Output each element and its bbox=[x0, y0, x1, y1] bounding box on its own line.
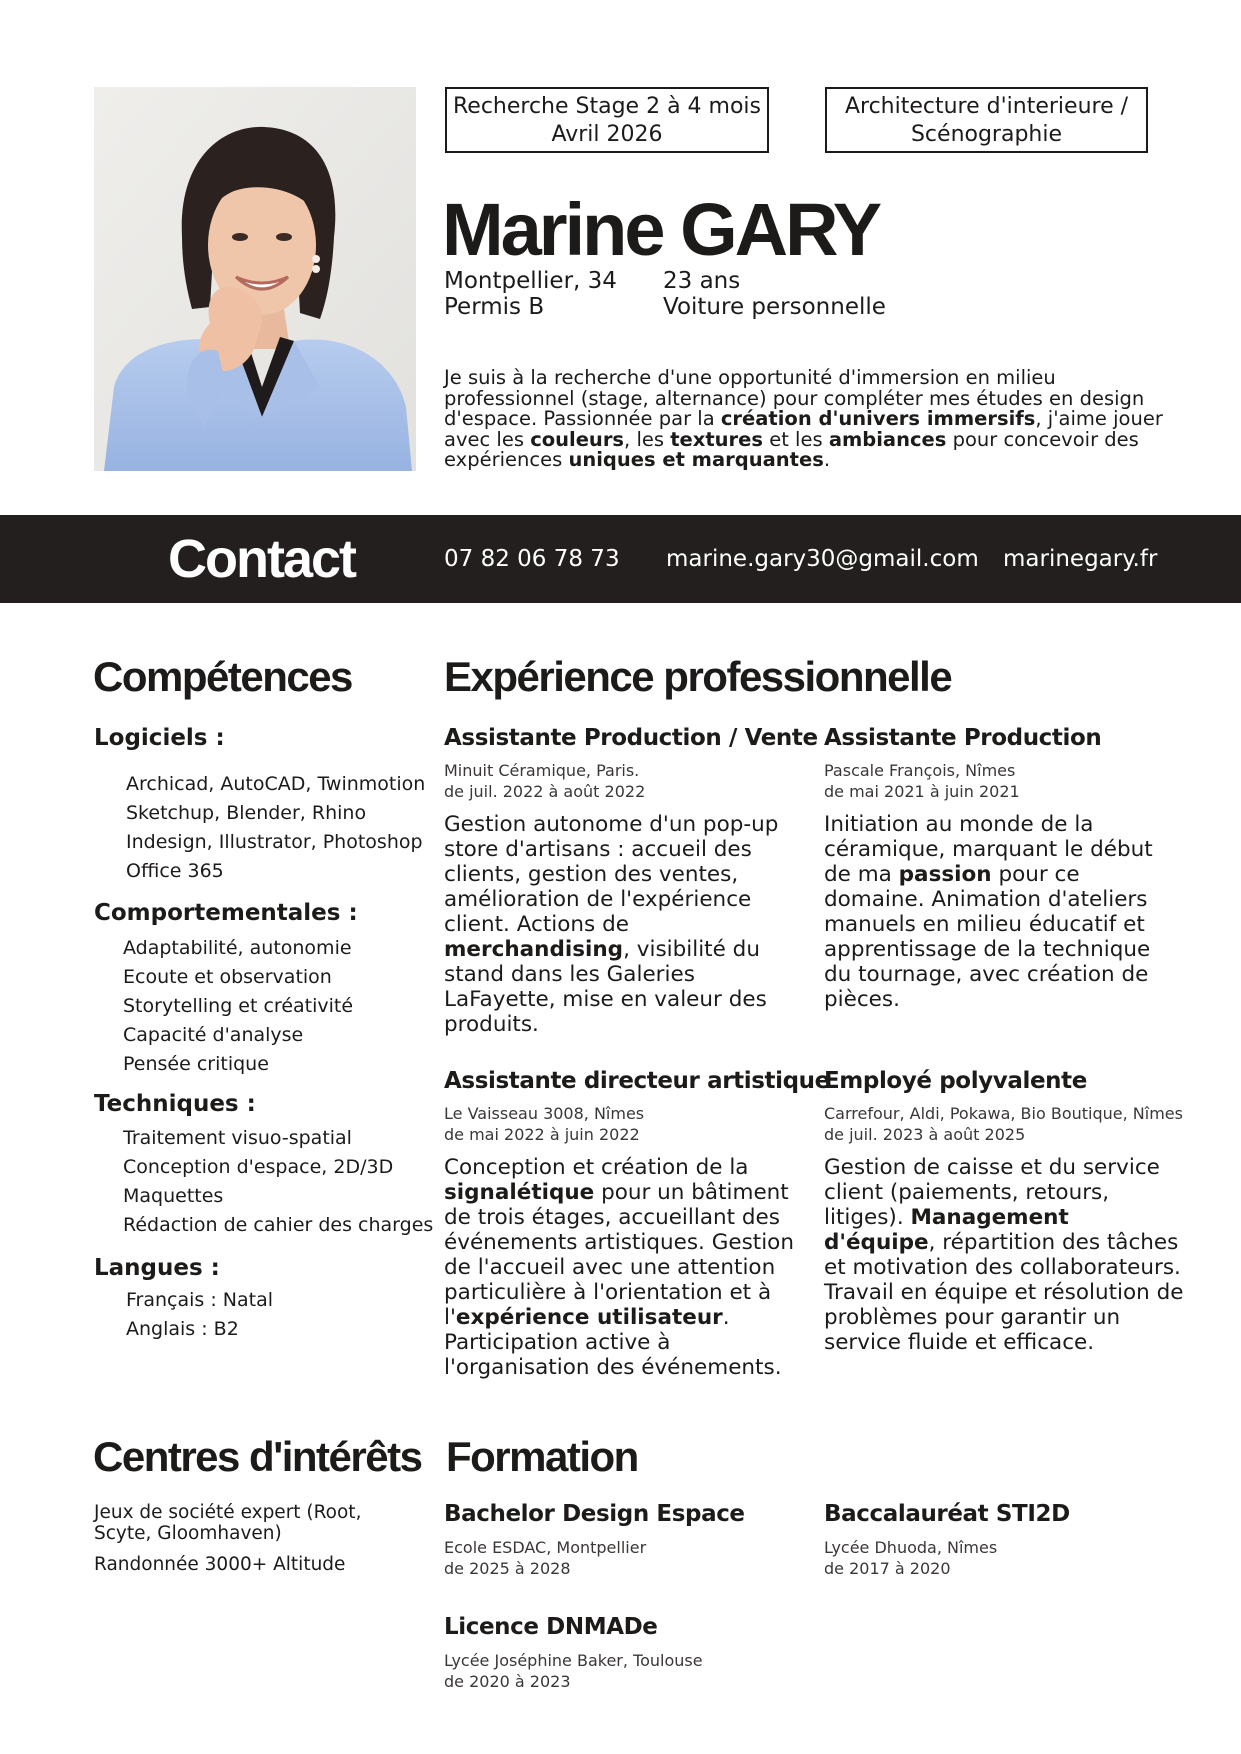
job-title: Employé polyvalente bbox=[824, 1068, 1087, 1094]
skill-list-technical bbox=[123, 1124, 433, 1240]
skill-item: Indesign, Illustrator, Photoshop bbox=[126, 831, 423, 853]
highlight-text: textures bbox=[670, 427, 763, 451]
skill-item: Storytelling et créativité bbox=[123, 995, 354, 1017]
body-text: , les bbox=[624, 427, 671, 451]
interests-title: Centres d'intérêts bbox=[93, 1433, 422, 1480]
skill-item: Conception d'espace, 2D/3D bbox=[123, 1156, 394, 1178]
skill-list-software bbox=[126, 770, 425, 886]
degree-dates: de 2017 à 2020 bbox=[824, 1559, 951, 1578]
profile-summary bbox=[444, 368, 1164, 471]
job-dates: de mai 2022 à juin 2022 bbox=[444, 1125, 640, 1144]
body-text: pour ce domaine. Animation d'ateliers manuels en milieu éducatif et apprentissage de la technique du tournage, avec création de pièces. bbox=[824, 862, 1151, 1012]
interest-item: Jeux de société expert (Root, Scyte, Gloomhaven) bbox=[94, 1502, 362, 1544]
job-company: Le Vaisseau 3008, Nîmes bbox=[444, 1104, 645, 1123]
job-company: Minuit Céramique, Paris. bbox=[444, 761, 640, 780]
body-text: et les bbox=[763, 427, 829, 451]
skill-category-title: Techniques : bbox=[94, 1091, 256, 1117]
personal-car: Voiture personnelle bbox=[663, 294, 886, 320]
experience-title: Expérience professionnelle bbox=[444, 653, 952, 700]
degree-school: Ecole ESDAC, Montpellier bbox=[444, 1538, 647, 1557]
internship-duration: Recherche Stage 2 à 4 mois bbox=[452, 94, 762, 119]
skill-list-behavioral bbox=[123, 934, 353, 1079]
skill-item: Archicad, AutoCAD, Twinmotion bbox=[126, 773, 426, 795]
body-text: . bbox=[823, 448, 831, 471]
highlight-text: uniques et marquantes bbox=[568, 448, 824, 471]
body-text: . Participation active à l'organisation des événements. bbox=[444, 1305, 782, 1380]
candidate-name: Marine GARY bbox=[442, 188, 880, 271]
highlight-text: expérience utilisateur bbox=[455, 1305, 723, 1330]
degree-dates: de 2020 à 2023 bbox=[444, 1672, 571, 1691]
job-company: Pascale François, Nîmes bbox=[824, 761, 1016, 780]
profile-photo bbox=[94, 87, 416, 471]
body-text: pour concevoir des expériences bbox=[444, 427, 1139, 471]
degree-dates: de 2025 à 2028 bbox=[444, 1559, 571, 1578]
body-text: , visibilité du stand dans les Galeries LaFayette, mise en valeur des produits. bbox=[444, 937, 767, 1037]
skill-list-languages bbox=[126, 1286, 273, 1344]
skill-item: Adaptabilité, autonomie bbox=[123, 937, 352, 959]
degree-school: Lycée Dhuoda, Nîmes bbox=[824, 1538, 998, 1557]
skill-category-title: Langues : bbox=[94, 1255, 220, 1281]
portrait-illustration bbox=[94, 87, 416, 471]
skill-item: Traitement visuo-spatial bbox=[123, 1127, 352, 1149]
skills-title: Compétences bbox=[93, 653, 352, 700]
job-description bbox=[444, 1155, 804, 1380]
body-text: pour un bâtiment de trois étages, accueillant des événements artistiques. Gestion de l'accueil avec une attention particulière à l'orientation et à l' bbox=[444, 1180, 794, 1330]
body-text: Gestion autonome d'un pop-up store d'artisans : accueil des clients, gestion des ventes, amélioration de l'expérience client. Actions de bbox=[444, 812, 779, 937]
job-dates: de juil. 2023 à août 2025 bbox=[824, 1125, 1026, 1144]
skill-item: Rédaction de cahier des charges bbox=[123, 1214, 434, 1236]
age: 23 ans bbox=[663, 268, 741, 294]
degree-title: Bachelor Design Espace bbox=[444, 1501, 745, 1527]
skill-item: Français : Natal bbox=[126, 1289, 274, 1311]
body-text: Initiation au monde de la céramique, marquant le début de ma bbox=[824, 812, 1153, 887]
highlight-text: ambiances bbox=[828, 427, 947, 451]
education-title: Formation bbox=[446, 1433, 638, 1480]
website-link[interactable]: marinegary.fr bbox=[1003, 546, 1158, 572]
job-title: Assistante Production / Vente bbox=[444, 725, 818, 751]
location: Montpellier, 34 bbox=[444, 268, 617, 294]
degree-school: Lycée Joséphine Baker, Toulouse bbox=[444, 1651, 703, 1670]
body-text: Gestion de caisse et du service client (paiements, retours, litiges). bbox=[824, 1155, 1160, 1230]
contact-title: Contact bbox=[168, 529, 355, 589]
internship-start: Avril 2026 bbox=[551, 122, 663, 147]
highlight-text: création d'univers immersifs bbox=[720, 407, 1036, 430]
job-dates: de juil. 2022 à août 2022 bbox=[444, 782, 646, 801]
skill-item: Pensée critique bbox=[123, 1053, 269, 1075]
domain-line-2: Scénographie bbox=[910, 122, 1063, 147]
interest-item: Randonnée 3000+ Altitude bbox=[94, 1554, 346, 1575]
email-link[interactable]: marine.gary30@gmail.com bbox=[666, 546, 979, 572]
job-dates: de mai 2021 à juin 2021 bbox=[824, 782, 1020, 801]
contact-band bbox=[0, 515, 1241, 603]
skill-category-title: Logiciels : bbox=[94, 725, 225, 751]
body-text: , j'aime jouer avec les bbox=[444, 407, 1163, 451]
internship-search-box bbox=[445, 87, 769, 153]
skill-item: Ecoute et observation bbox=[123, 966, 332, 988]
phone-number[interactable]: 07 82 06 78 73 bbox=[444, 546, 620, 572]
skill-item: Office 365 bbox=[126, 860, 224, 882]
highlight-text: merchandising bbox=[444, 937, 624, 962]
driving-license: Permis B bbox=[444, 294, 545, 320]
highlight-text: Management d'équipe bbox=[824, 1205, 1069, 1255]
skill-item: Capacité d'analyse bbox=[123, 1024, 304, 1046]
job-title: Assistante directeur artistique bbox=[444, 1068, 830, 1094]
body-text: Conception et création de la bbox=[444, 1155, 749, 1180]
skill-item: Sketchup, Blender, Rhino bbox=[126, 802, 367, 824]
job-description bbox=[444, 812, 804, 1037]
body-text: , répartition des tâches et motivation des collaborateurs. Travail en équipe et résolution de problèmes pour garantir un service fluide et efficace. bbox=[824, 1230, 1184, 1355]
job-title: Assistante Production bbox=[824, 725, 1102, 751]
highlight-text: couleurs bbox=[530, 427, 625, 451]
job-description bbox=[824, 1155, 1184, 1355]
highlight-text: passion bbox=[898, 862, 992, 887]
skill-item: Maquettes bbox=[123, 1185, 224, 1207]
job-description bbox=[824, 812, 1184, 1012]
skill-item: Anglais : B2 bbox=[126, 1318, 239, 1340]
domain-box bbox=[825, 87, 1148, 153]
highlight-text: signalétique bbox=[444, 1180, 595, 1205]
domain-line-1: Architecture d'interieure / bbox=[844, 94, 1129, 119]
job-company: Carrefour, Aldi, Pokawa, Bio Boutique, Nîmes bbox=[824, 1104, 1183, 1123]
degree-title: Baccalauréat STI2D bbox=[824, 1501, 1070, 1527]
skill-category-title: Comportementales : bbox=[94, 900, 358, 926]
degree-title: Licence DNMADe bbox=[444, 1614, 658, 1640]
body-text: Je suis à la recherche d'une opportunité d'immersion en milieu professionnel (stage, alternance) pour compléter mes études en design d'espace. Passionnée par la bbox=[444, 366, 1145, 430]
